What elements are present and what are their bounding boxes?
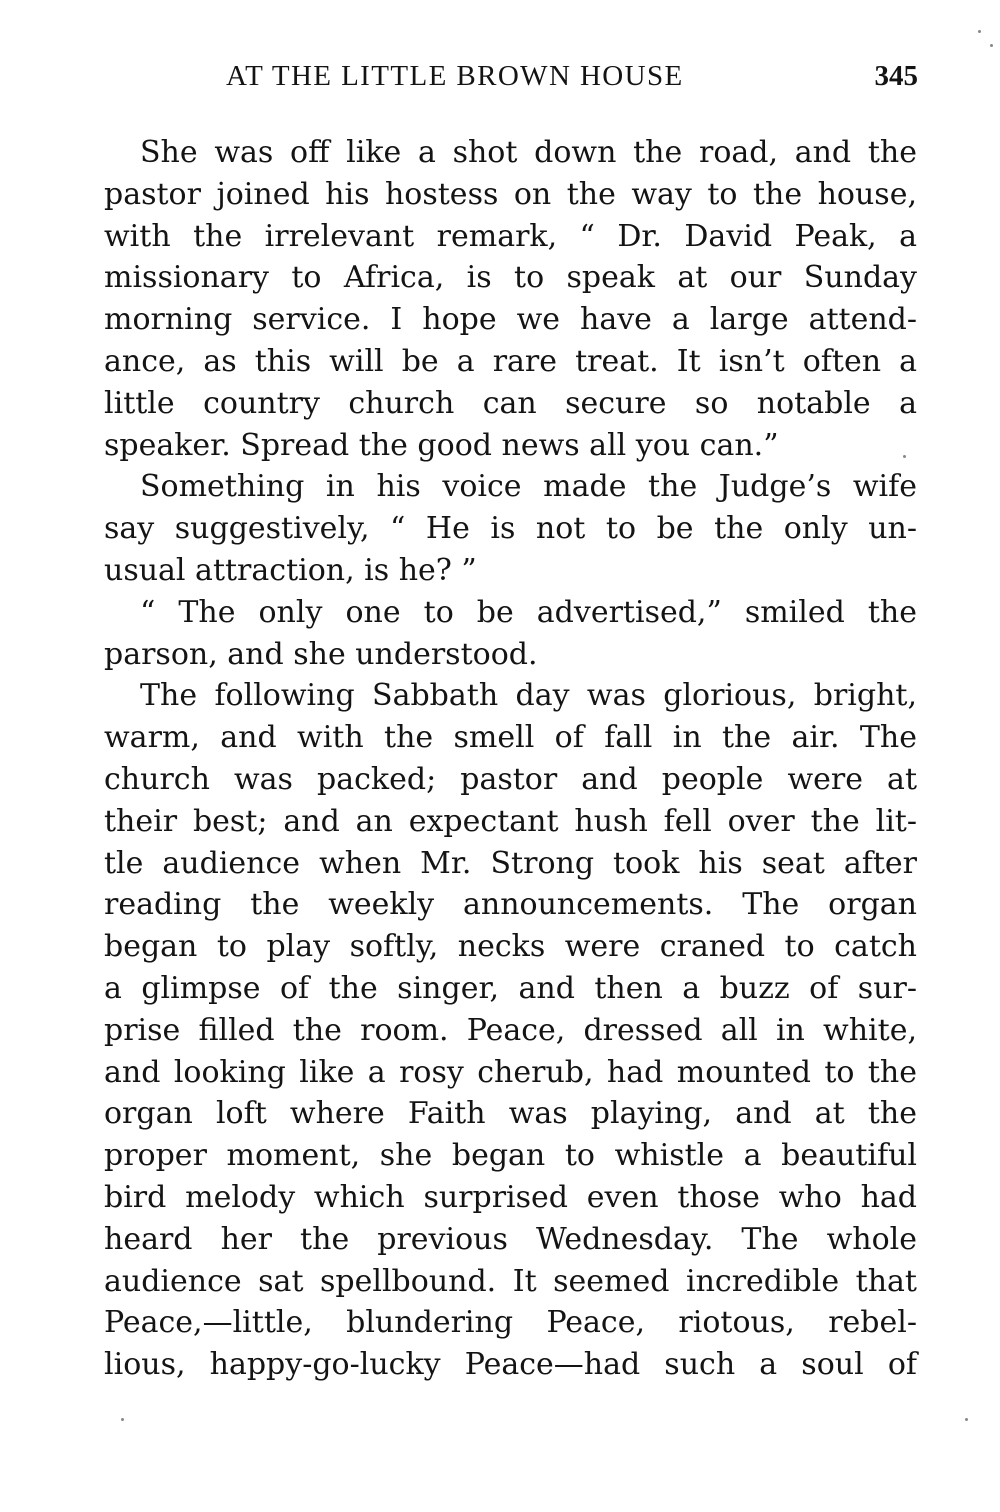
text-line: She was off like a shot down the road, and the xyxy=(140,135,917,170)
scan-speck xyxy=(965,1418,968,1421)
scan-speck xyxy=(990,44,993,47)
text-line: organ loft where Faith was playing, and at the xyxy=(104,1096,917,1132)
text-line: reading the weekly announcements. The organ xyxy=(104,887,917,923)
text-line: pastor joined his hostess on the way to the house, xyxy=(104,176,917,212)
text-line: missionary to Africa, is to speak at our Sunday xyxy=(104,260,917,296)
text-line: Something in his voice made the Judge’s wife xyxy=(140,469,917,505)
text-line: warm, and with the smell of fall in the air. The xyxy=(104,720,917,756)
text-line: little country church can secure so notable a xyxy=(104,385,917,421)
text-line: “ The only one to be advertised,” smiled the xyxy=(140,594,917,630)
text-line: church was packed; pastor and people were at xyxy=(104,761,917,797)
scan-speck xyxy=(903,455,906,458)
text-line: prise filled the room. Peace, dressed all in white, xyxy=(104,1012,917,1048)
text-line: with the irrelevant remark, “ Dr. David Peak, a xyxy=(104,218,917,254)
scan-speck xyxy=(978,30,981,33)
text-line: say suggestively, “ He is not to be the only un- xyxy=(104,511,917,547)
text-line: audience sat spellbound. It seemed incredible that xyxy=(104,1263,917,1299)
text-line: their best; and an expectant hush fell over the lit- xyxy=(104,803,917,839)
text-line: speaker. Spread the good news all you can.” xyxy=(104,427,779,463)
scan-speck xyxy=(121,1418,124,1421)
text-line: ance, as this will be a rare treat. It isn’t often a xyxy=(104,343,917,379)
text-line: a glimpse of the singer, and then a buzz of sur- xyxy=(104,970,917,1006)
text-line: Peace,—little, blundering Peace, riotous, rebel- xyxy=(104,1305,917,1341)
text-line: usual attraction, is he? ” xyxy=(104,552,477,588)
running-title: AT THE LITTLE BROWN HOUSE xyxy=(226,60,684,92)
text-line: heard her the previous Wednesday. The whole xyxy=(104,1221,917,1257)
text-line: proper moment, she began to whistle a beautiful xyxy=(104,1138,917,1174)
text-line: began to play softly, necks were craned to catch xyxy=(104,929,917,965)
text-line: morning service. I hope we have a large attend- xyxy=(104,302,917,338)
text-line: lious, happy-go-lucky Peace—had such a soul of xyxy=(104,1347,917,1383)
text-line: bird melody which surprised even those who had xyxy=(104,1179,917,1215)
body-text xyxy=(104,132,917,1386)
text-line: The following Sabbath day was glorious, bright, xyxy=(140,678,917,714)
running-head xyxy=(104,60,918,100)
text-line: tle audience when Mr. Strong took his seat after xyxy=(104,845,917,881)
page-number: 345 xyxy=(874,60,918,92)
text-line: and looking like a rosy cherub, had mounted to the xyxy=(104,1054,917,1090)
text-line: parson, and she understood. xyxy=(104,636,538,672)
